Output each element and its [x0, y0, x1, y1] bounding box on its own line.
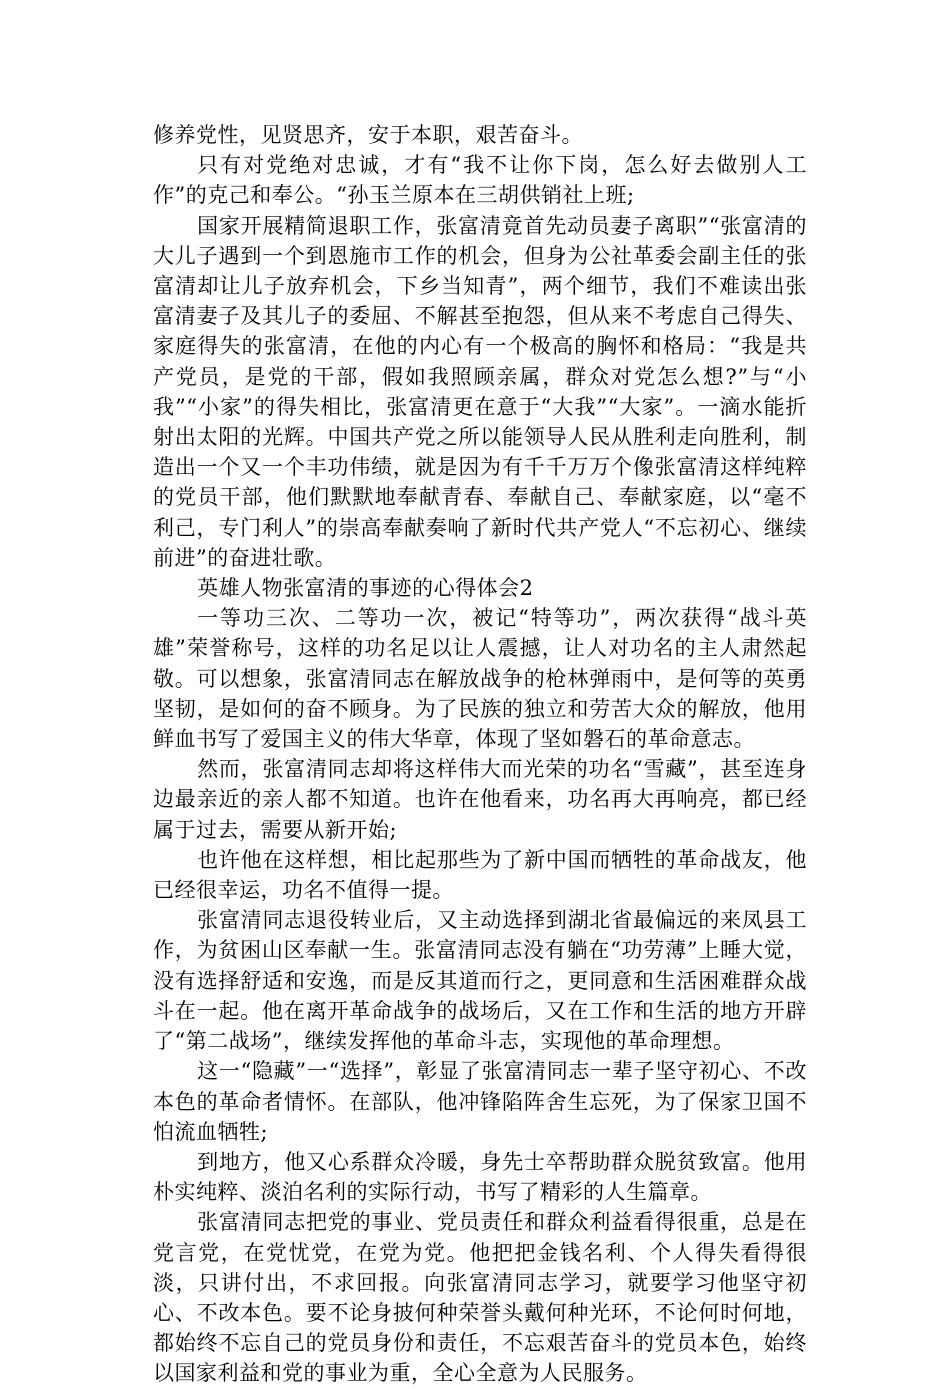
paragraph: 然而，张富清同志却将这样伟大而光荣的功名“雪藏”，甚至连身边最亲近的亲人都不知道。也许在他看来，功名再大再响亮，都已经属于过去，需要从新开始; — [153, 757, 807, 842]
paragraph: 一等功三次、二等功一次，被记“特等功”，两次获得“战斗英雄”荣誉称号，这样的功名足以让人震撼，让人对功名的主人肃然起敬。可以想象，张富清同志在解放战争的枪林弹雨中，是何等的英勇坚韧，是如何的奋不顾身。为了民族的独立和劳苦大众的解放，他用鲜血书写了爱国主义的伟大华章，体现了坚如磐石的革命意志。 — [153, 606, 807, 752]
paragraph: 到地方，他又心系群众冷暖，身先士卒帮助群众脱贫致富。他用朴实纯粹、淡泊名利的实际行动，书写了精彩的人生篇章。 — [153, 1149, 807, 1205]
paragraph: 这一“隐藏”一“选择”，彰显了张富清同志一辈子坚守初心、不改本色的革命者情怀。在部队，他冲锋陷阵舍生忘死，为了保家卫国不怕流血牺牲; — [153, 1059, 807, 1144]
section-heading: 英雄人物张富清的事迹的心得体会2 — [197, 576, 534, 601]
paragraph: 也许他在这样想，相比起那些为了新中国而牺牲的革命战友，他已经很幸运，功名不值得一提。 — [153, 847, 807, 903]
document-body — [153, 120, 807, 1389]
paragraph: 张富清同志把党的事业、党员责任和群众利益看得很重，总是在党言党，在党忧党，在党为党。他把把金钱名利、个人得失看得很淡，只讲付出，不求回报。向张富清同志学习，就要学习他坚守初心、不改本色。要不论身披何种荣誉头戴何种光环，不论何时何地，都始终不忘自己的党员身份和责任，不忘艰苦奋斗的党员本色，始终以国家利益和党的事业为重，全心全意为人民服务。 — [153, 1210, 807, 1386]
paragraph-continuation: 修养党性，见贤思齐，安于本职，艰苦奋斗。 — [153, 123, 583, 147]
paragraph: 张富清同志退役转业后，又主动选择到湖北省最偏远的来凤县工作，为贫困山区奉献一生。张富清同志没有躺在“功劳薄”上睡大觉，没有选择舒适和安逸，而是反其道而行之，更同意和生活困难群众战斗在一起。他在离开革命战争的战场后，又在工作和生活的地方开辟了“第二战场”，继续发挥他的革命斗志，实现他的革命理想。 — [153, 908, 807, 1054]
paragraph: 国家开展精简退职工作，张富清竟首先动员妻子离职”“张富清的大儿子遇到一个到恩施市工作的机会，但身为公社革委会副主任的张富清却让儿子放弃机会，下乡当知青”，两个细节，我们不难读出张富清妻子及其儿子的委屈、不解甚至抱怨，但从来不考虑自己得失、家庭得失的张富清，在他的内心有一个极高的胸怀和格局：“我是共产党员，是党的干部，假如我照顾亲属，群众对党怎么想?”与“小我”“小家”的得失相比，张富清更在意于“大我”“大家”。一滴水能折射出太阳的光辉。中国共产党之所以能领导人民从胜利走向胜利，制造出一个又一个丰功伟绩，就是因为有千千万万个像张富清这样纯粹的党员干部，他们默默地奉献青春、奉献自己、奉献家庭，以“毫不利己，专门利人”的崇高奉献奏响了新时代共产党人“不忘初心、继续前进”的奋进壮歌。 — [153, 213, 807, 570]
paragraph: 只有对党绝对忠诚，才有“我不让你下岗，怎么好去做别人工作”的克己和奉公。“孙玉兰原本在三胡供销社上班; — [153, 153, 807, 208]
